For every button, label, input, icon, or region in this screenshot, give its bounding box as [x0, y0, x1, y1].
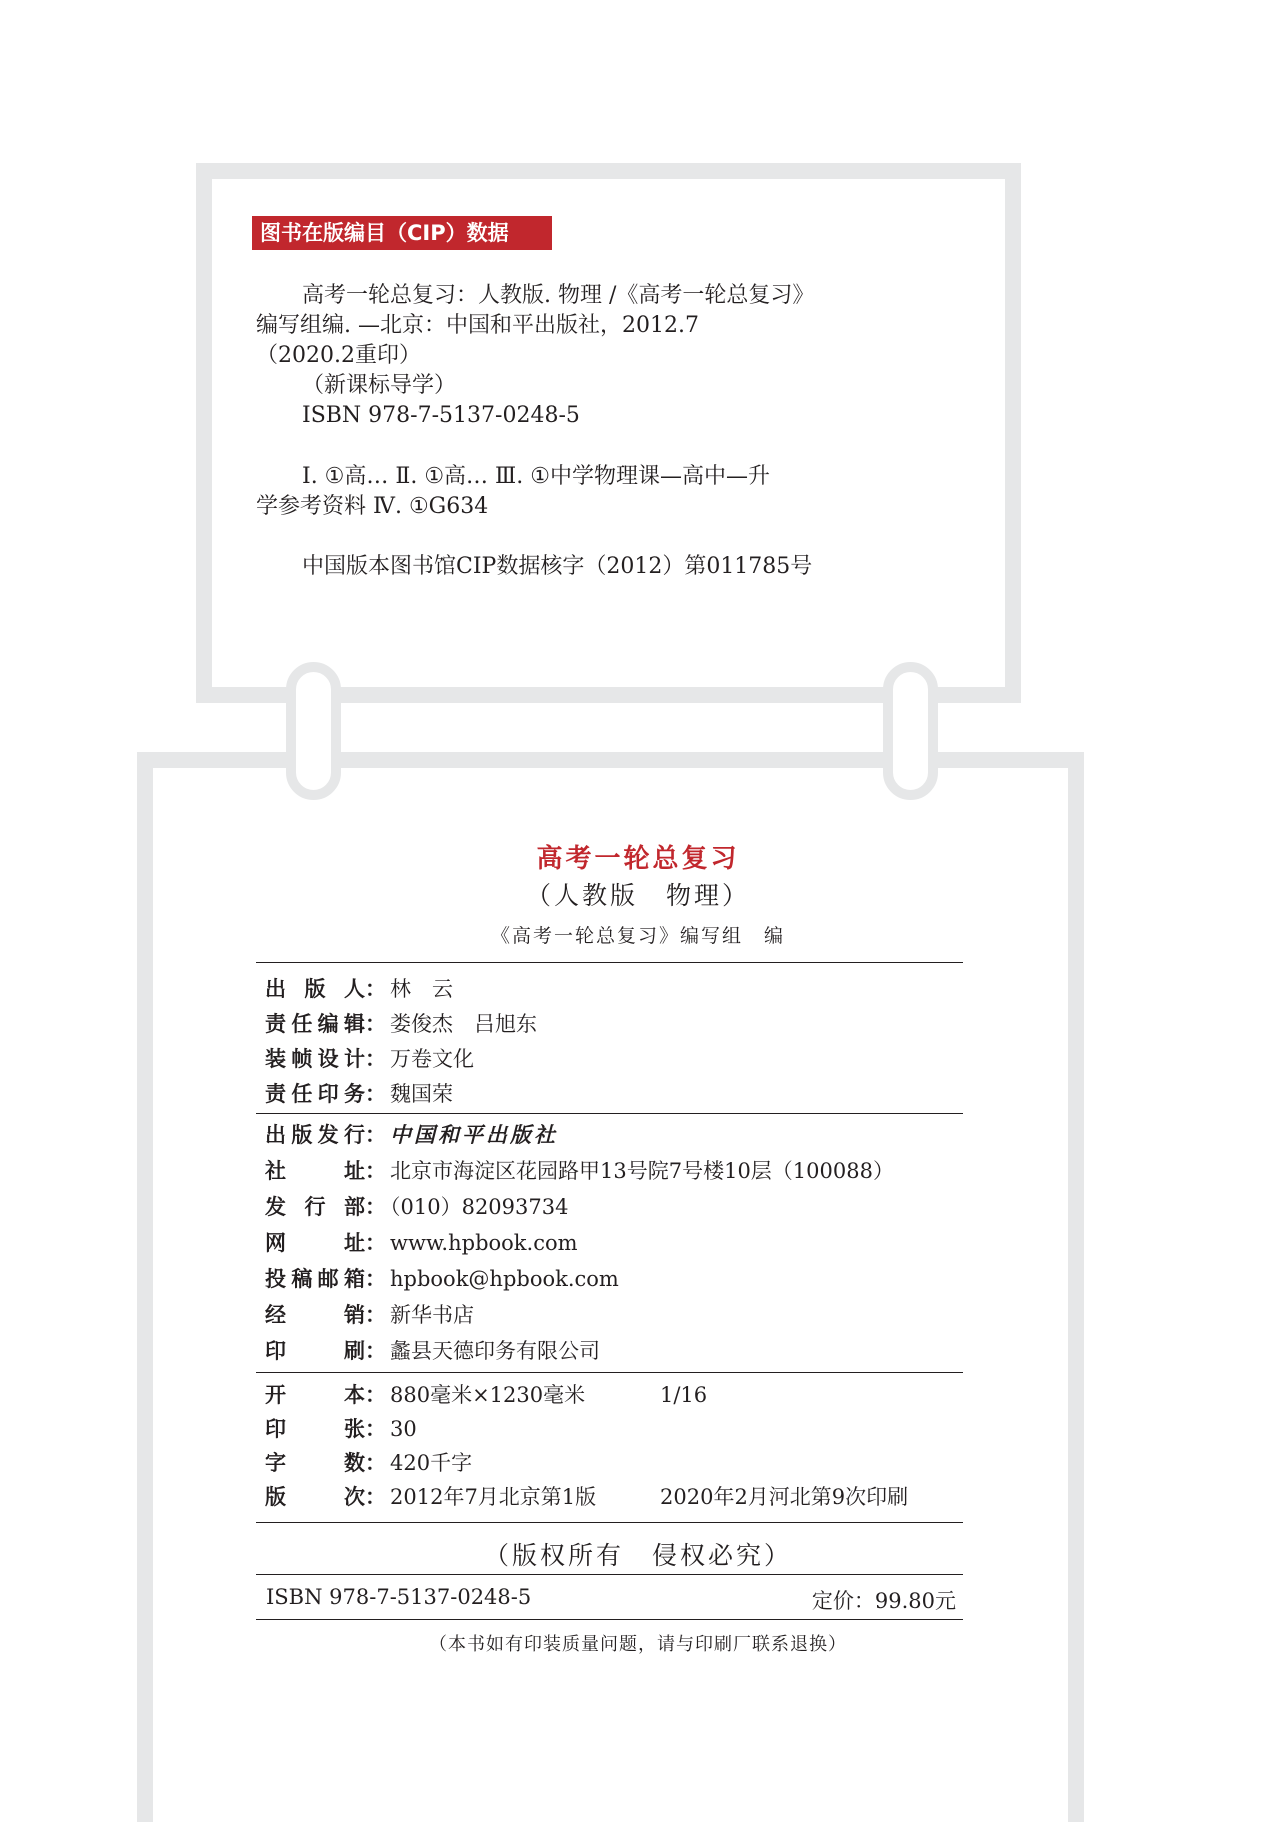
staff-row: 责任印务： 魏国荣 — [265, 1082, 453, 1106]
spec-row: 印张： 30 — [265, 1417, 417, 1441]
divider — [256, 1113, 963, 1114]
cip-line: （2020.2重印） — [256, 343, 421, 368]
book-compiler: 《高考一轮总复习》编写组 编 — [490, 925, 785, 947]
publisher-row: 印刷： 蠡县天德印务有限公司 — [265, 1339, 600, 1363]
binder-ring-right — [883, 662, 938, 800]
staff-row: 出版人： 林 云 — [265, 977, 453, 1001]
cip-line: 高考一轮总复习：人教版. 物理 /《高考一轮总复习》 — [302, 283, 815, 308]
cip-line: （新课标导学） — [302, 373, 457, 398]
divider — [256, 1619, 963, 1620]
cip-classification: Ⅰ. ①高… Ⅱ. ①高… Ⅲ. ①中学物理课—高中—升 — [302, 464, 770, 489]
price: 定价：99.80元 — [811, 1589, 956, 1613]
spec-row: 开本： 880毫米×1230毫米 1/16 — [265, 1383, 708, 1407]
spec-row: 字数： 420千字 — [265, 1451, 473, 1475]
copyright-notice: （版权所有 侵权必究） — [483, 1541, 792, 1570]
isbn: ISBN 978-7-5137-0248-5 — [266, 1585, 532, 1609]
divider — [256, 1522, 963, 1523]
binder-ring-left — [286, 662, 341, 800]
book-title: 高考一轮总复习 — [536, 844, 740, 874]
cip-classification: 学参考资料 Ⅳ. ①G634 — [256, 494, 489, 519]
publisher-row: 社址： 北京市海淀区花园路甲13号院7号楼10层（100088） — [265, 1159, 894, 1183]
publisher-row: 出版发行： 中国和平出版社 — [265, 1122, 558, 1147]
divider — [256, 962, 963, 963]
cip-line: 编写组编. —北京：中国和平出版社，2012.7 — [256, 313, 699, 338]
publisher-row: 经销： 新华书店 — [265, 1303, 474, 1327]
cip-record-number: 中国版本图书馆CIP数据核字（2012）第011785号 — [302, 554, 813, 579]
publisher-row: 发行部： （010）82093734 — [265, 1195, 569, 1219]
divider — [256, 1574, 963, 1575]
book-subtitle: （人教版 物理） — [525, 881, 750, 910]
publisher-row: 投稿邮箱： hpbook@hpbook.com — [265, 1267, 619, 1291]
staff-row: 责任编辑： 娄俊杰 吕旭东 — [265, 1012, 537, 1036]
divider — [256, 1372, 963, 1373]
publisher-row: 网址： www.hpbook.com — [265, 1231, 578, 1255]
quality-notice: （本书如有印装质量问题，请与印刷厂联系退换） — [429, 1634, 847, 1655]
cip-isbn: ISBN 978-7-5137-0248-5 — [302, 403, 580, 428]
cip-tag: 图书在版编目（CIP）数据 — [252, 216, 552, 250]
spec-row: 版次： 2012年7月北京第1版 2020年2月河北第9次印刷 — [265, 1485, 909, 1509]
staff-row: 装帧设计： 万卷文化 — [265, 1047, 474, 1071]
